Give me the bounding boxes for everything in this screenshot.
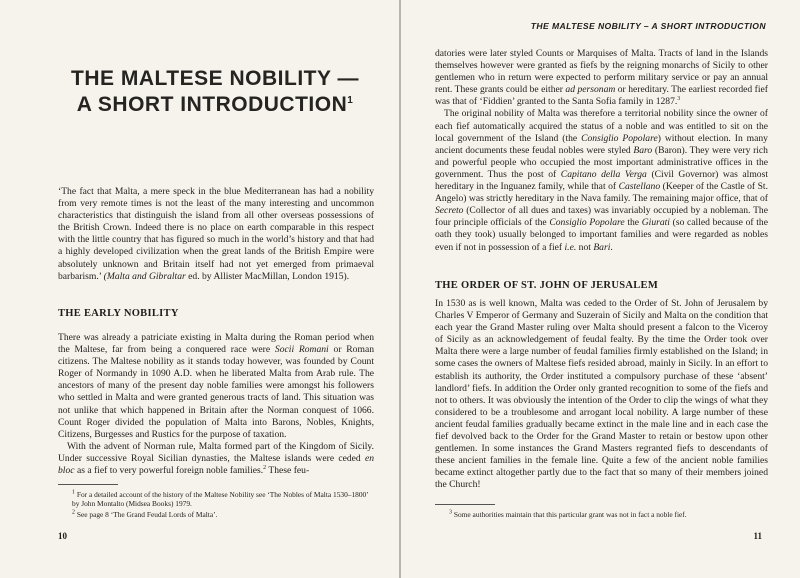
- page-number-left: 10: [58, 531, 67, 541]
- para2-text-b: as a fief to very powerful foreign noble families.: [76, 465, 264, 477]
- rp2-text-g: the: [627, 217, 640, 229]
- rp2-italic-8: i.e.: [564, 241, 577, 253]
- footnote-rule: [58, 484, 118, 485]
- title-line-1: THE MALTESE NOBILITY —: [71, 67, 359, 90]
- para1-text-a: There was already a patriciate existing in Malta during the Roman period when the Maltese, far from being a conquered race were: [58, 332, 374, 356]
- rp1-italic: ad personam: [565, 84, 616, 96]
- rp2-italic-5: Secreto: [435, 205, 464, 217]
- heading-early-nobility: THE EARLY NOBILITY: [58, 308, 179, 319]
- rp2-italic-1: Consiglio Popolare: [581, 132, 658, 144]
- rp2-text-f: (Collector of all dues and taxes) was invariably occupied by a nobleman. The four principle officials of the: [435, 205, 768, 229]
- rp2-italic-2: Baro: [633, 144, 653, 156]
- rp2-italic-9: Bari: [593, 241, 611, 253]
- rp1-text-a: datories were later styled Counts or Marquises of Malta. Tracts of land in the Islands themselves however were granted as fiefs by the reigning monarchs of Sicily to other gentlemen who in return were expected to perform military service or pay an annual rent. These grants could be either: [435, 48, 768, 96]
- title-line-2: A SHORT INTRODUCTION: [76, 93, 348, 116]
- early-nobility-body: [58, 332, 374, 477]
- rp2-text-k: .: [610, 241, 613, 253]
- para2-italic: en bloc: [58, 452, 374, 477]
- rp2-text-d: (Civil Governor) was almost hereditary in the Inguanez family, while that of: [435, 168, 768, 193]
- order-body: [435, 298, 768, 492]
- rp2-italic-3: Capitano della Verga: [560, 168, 647, 180]
- footnote-3: [449, 510, 779, 519]
- right-paragraph-2: [435, 108, 768, 253]
- right-page: [401, 0, 800, 578]
- rp2-italic-6: Consiglio Popolare: [549, 217, 625, 229]
- footnote-1-mark: 1: [72, 489, 75, 496]
- opening-quote: [58, 186, 374, 283]
- footnote-1: [72, 490, 372, 508]
- title-line-2-wrap: [40, 92, 390, 118]
- opening-quote-text: [58, 186, 374, 283]
- footnote-rule-right: [435, 504, 495, 505]
- para1-text-b: or Roman citizens. The Maltese nobility as it stands today however, was founded by Count Roger of Normandy in 1090 A.D. when he liberated Malta from Arab rule. The ancestors of many of the present day noble families were amongst his followers who settled in Malta and were granted generous tracts of land. This situation was not unlike that which happened in Britain after the Norman conquest of 1066. Count Roger divided the population of Malta into Barons, Nobles, Knights, Citizens, Burgesses and Rustics for the purpose of taxation.: [58, 344, 374, 440]
- paragraph-1: [58, 332, 374, 441]
- para2-note-mark: 2: [263, 464, 267, 471]
- right-paragraph-1: [435, 48, 768, 108]
- paragraph-2: [58, 441, 374, 477]
- quote-source: ed. by Allister MacMillan, London 1915).: [188, 270, 350, 282]
- quote-text: ‘The fact that Malta, a mere speck in the blue Mediterranean has had a nobility from very remote times is not the least of the many interesting and uncommon characteristics that distinguish the island from all other overseas possessions of the British Crown. Indeed there is no place on earth comparable in this respect with the little country that has figured so much in the world’s history and that had a highly developed civilization when the great lands of the British Empire were absolutely unknown and Britain itself had not yet emerged from primaeval barbarism.’: [58, 186, 374, 282]
- rp2-text-h: (so called because of the oath they took) usually belonged to important families and were regarded as nobles even if not in possession of a fief: [435, 217, 768, 253]
- rp1-note-mark: 3: [677, 96, 681, 103]
- chapter-title: [40, 66, 390, 118]
- footnote-2-text: See page 8 ‘The Grand Feudal Lords of Malta’.: [76, 510, 218, 519]
- heading-order-st-john: THE ORDER OF ST. JOHN OF JERUSALEM: [435, 280, 659, 291]
- rp1-text-b: or hereditary. The earliest recorded fief was that of ‘Fiddien’ granted to the Santa Sofia family in 1287.: [435, 84, 768, 108]
- footnote-3-text: Some authorities maintain that this particular grant was not in fact a noble fief.: [453, 510, 687, 519]
- right-paragraph-3: In 1530 as is well known, Malta was ceded to the Order of St. John of Jerusalem by Charles V Emperor of Germany and Suzerain of Sicily and Malta on the condition that each year the Grand Master ruling over Malta should present a falcon to the Viceroy of Sicily as an acknowledgement of feudal fealty. By the time the Order took over Malta there were a large number of feudal families firmly established on the Island; in some cases the owners of Maltese fiefs resided abroad, mainly in Sicily. In an effort to establish its authority, the Order instituted a compulsory purchase of these ‘absent’ landlord’ fiefs. In addition the Order only granted recognition to some of the fiefs and not to others. It was obviously the intention of the Order to clip the wings of what they considered to be a troublesome and arrogant local nobility. A large number of these ancient feudal families gradually became extinct in the male line and in each case the fief devolved back to the Order for the Grand Master to retain or bestow upon other gentlemen. In some instances the Grand Masters regranted fiefs to descendants of these ancient families in the female line. Quite a few of the ancient noble families became extinct altogether partly due to the fact that so many of their members joined the Church!: [435, 298, 768, 491]
- para2-text-a: With the advent of Norman rule, Malta formed part of the Kingdom of Sicily. Under successive Royal Sicilian dynasties, the Maltese islands were ceded: [58, 440, 374, 464]
- footnote-1-text: For a detailed account of the history of the Maltese Nobility see ‘The Nobles of Malta 1530–1800’ by John Montalto (Midsea Books) 1979.: [72, 490, 369, 508]
- left-page: [0, 0, 399, 578]
- right-body-top: [435, 48, 768, 254]
- rp2-text-a: The original nobility of Malta was therefore a territorial nobility since the owner of each fief automatically acquired the status of a noble and was entitled to sit on the local government of the Island (the: [435, 108, 768, 144]
- title-note-mark: 1: [347, 95, 354, 106]
- rp2-text-b: ) without election. In many ancient documents these feudal nobles were styled: [435, 132, 768, 156]
- rp2-text-j: not: [578, 241, 591, 253]
- rp2-text-c: (Baron). They were very rich and powerful people who occupied the most important administrative offices in the government. Thus the post of: [435, 144, 768, 180]
- para2-text-c: These feu-: [268, 465, 310, 477]
- quote-source-italic: (Malta and Gibraltar: [103, 270, 186, 282]
- footnote-2: [72, 510, 372, 519]
- footnote-3-mark: 3: [449, 509, 452, 516]
- rp2-text-e: (Keeper of the Castle of St. Angelo) was strictly hereditary in the Nava family. The remaining major office, that of: [435, 181, 769, 205]
- running-head: THE MALTESE NOBILITY – A SHORT INTRODUCTION: [530, 21, 766, 31]
- para1-italic: Socii Romani: [274, 344, 329, 356]
- rp2-italic-4: Castellano: [618, 181, 661, 193]
- footnote-2-mark: 2: [72, 509, 75, 516]
- rp2-italic-7: Giurati: [641, 217, 670, 229]
- page-number-right: 11: [753, 531, 762, 541]
